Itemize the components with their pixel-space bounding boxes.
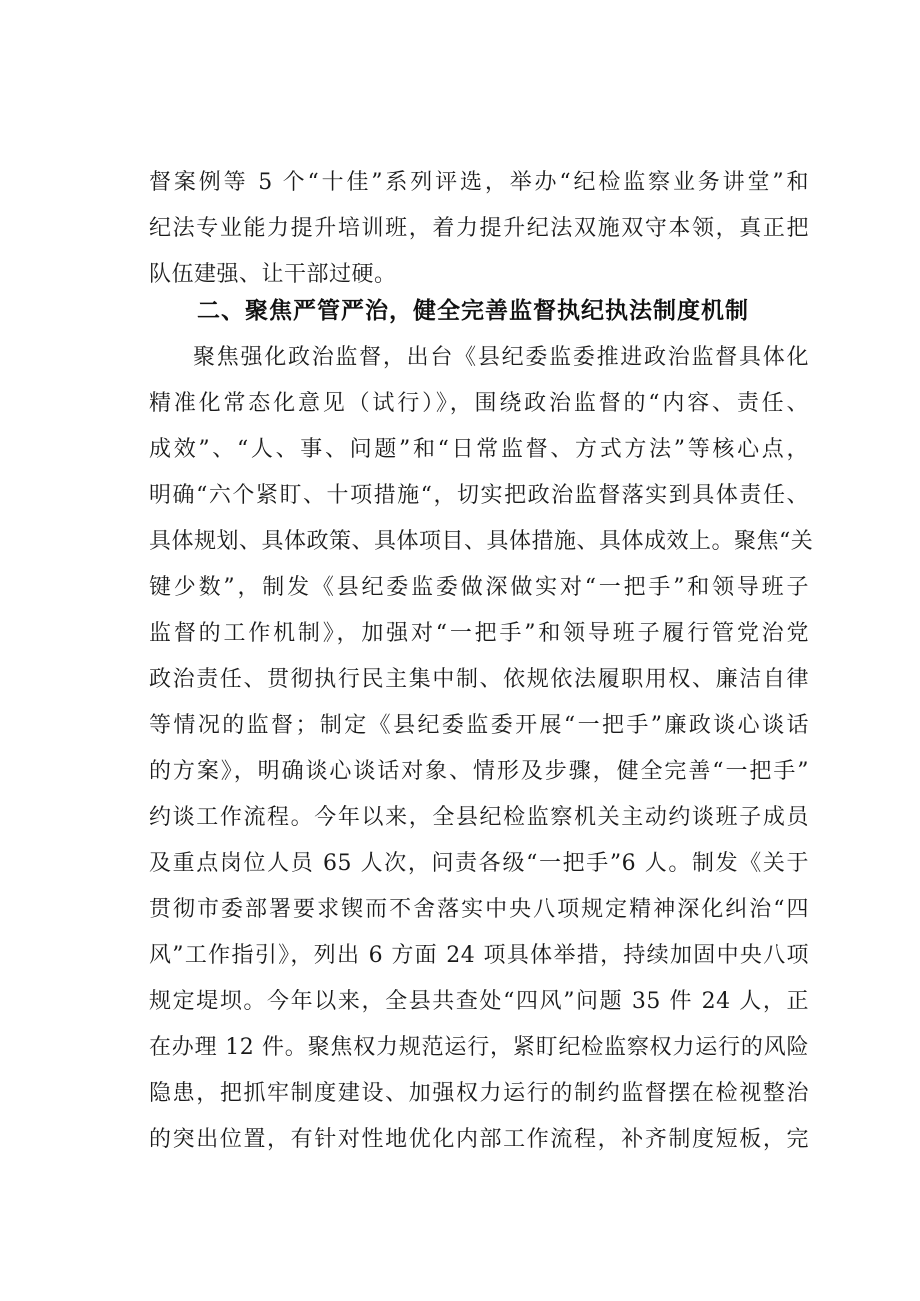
paragraph-1 — [149, 160, 809, 298]
paragraph-line: 聚焦强化政治监督，出台《县纪委监委推进政治监督具体化 — [193, 345, 809, 370]
paragraph-line: 键少数”，制发《县纪委监委做深做实对“一把手”和领导班子 — [149, 575, 809, 600]
paragraph-line: 成效”、“人、事、问题”和“日常监督、方式方法”等核心点， — [149, 437, 809, 462]
paragraph-line: 风”工作指引》，列出 6 方面 24 项具体举措，持续加固中央八项 — [149, 943, 809, 968]
paragraph-line: 精准化常态化意见（试行）》，围绕政治监督的“内容、责任、 — [149, 391, 809, 416]
paragraph-line: 纪法专业能力提升培训班，着力提升纪法双施双守本领，真正把 — [149, 216, 809, 241]
paragraph-line: 的突出位置，有针对性地优化内部工作流程，补齐制度短板，完 — [149, 1127, 809, 1152]
section-heading: 二、聚焦严管严治，健全完善监督执纪执法制度机制 — [197, 298, 749, 324]
paragraph-line: 监督的工作机制》，加强对“一把手”和领导班子履行管党治党 — [149, 621, 809, 646]
paragraph-line: 规定堤坝。今年以来，全县共查处“四风”问题 35 件 24 人，正 — [149, 989, 809, 1014]
paragraph-line: 隐患，把抓牢制度建设、加强权力运行的制约监督摆在检视整治 — [149, 1081, 809, 1106]
paragraph-line: 的方案》，明确谈心谈话对象、情形及步骤，健全完善“一把手” — [149, 759, 809, 784]
paragraph-line: 在办理 12 件。聚焦权力规范运行，紧盯纪检监察权力运行的风险 — [149, 1035, 809, 1060]
paragraph-line: 贯彻市委部署要求锲而不舍落实中央八项规定精神深化纠治“四 — [149, 897, 809, 922]
paragraph-line: 队伍建强、让干部过硬。 — [149, 262, 397, 287]
paragraph-line: 具体规划、具体政策、具体项目、具体措施、具体成效上。聚焦“关 — [149, 529, 814, 554]
paragraph-line: 明确“六个紧盯、十项措施“，切实把政治监督落实到具体责任、 — [149, 483, 809, 508]
paragraph-line: 及重点岗位人员 65 人次，问责各级“一把手”6 人。制发《关于 — [149, 851, 809, 876]
paragraph-2 — [149, 335, 814, 1163]
paragraph-line: 约谈工作流程。今年以来，全县纪检监察机关主动约谈班子成员 — [149, 805, 809, 830]
paragraph-line: 等情况的监督；制定《县纪委监委开展“一把手”廉政谈心谈话 — [149, 713, 809, 738]
paragraph-line: 政治责任、贯彻执行民主集中制、依规依法履职用权、廉洁自律 — [149, 667, 809, 692]
paragraph-line: 督案例等 5 个“十佳”系列评选，举办“纪检监察业务讲堂”和 — [149, 170, 809, 195]
